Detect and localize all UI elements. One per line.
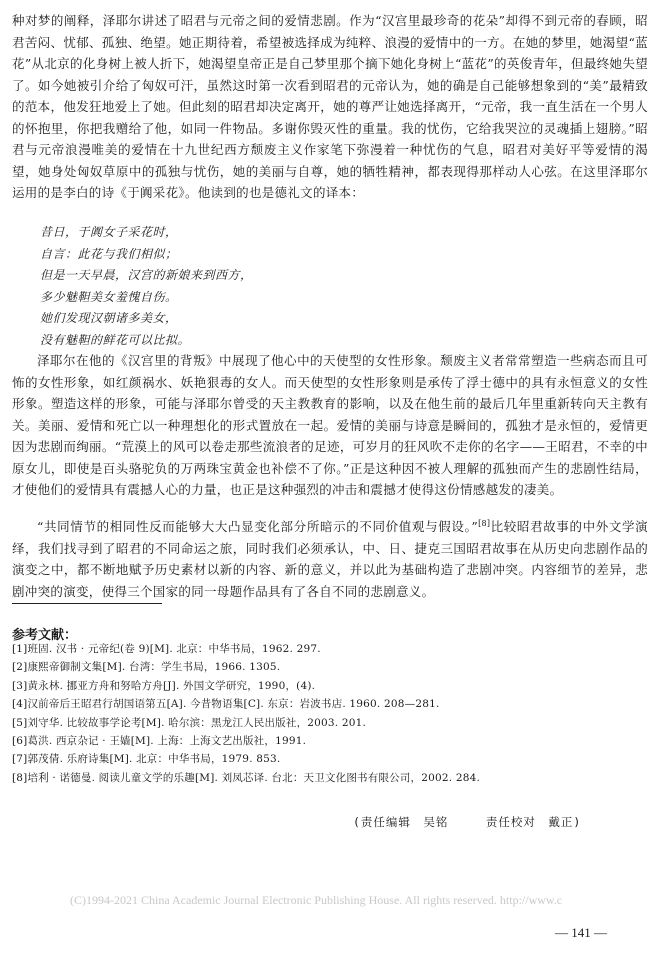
editor-credit: (责任编辑 吴铭 责任校对 戴正) [353,815,582,829]
page-number: — 141 — [555,925,607,940]
poem-line: 昔日，于阗女子采花时， [40,225,178,239]
reference-item: [3]黄永林. 挪亚方舟和努哈方舟[J]. 外国文学研究，1990，(4). [12,679,316,692]
poem-line: 多少魅靼美女羞愧自伤。 [40,289,178,304]
reference-item: [5]刘守华. 比较故事学论考[M]. 哈尔滨：黑龙江人民出版社，2003. 201. [12,716,367,729]
poem-line: 没有魅靼的鲜花可以比拟。 [40,332,191,347]
poem-block [40,222,600,352]
paragraph-rest: 比较昭君故事的中外文学演绎，我们找寻到了昭君的不同命运之旅，同时我们必须承认，中、日、捷克三国昭君故事在从历史向悲剧作品的演变之中，都不断地赋予历史素材以新的内容、新的意义，并以此为基础构造了悲剧冲突。内容细节的差异，悲剧冲突的演变，使得三个国家的同一母题作品具有了各自不同的悲剧意义。 [12,519,648,599]
references-heading: 参考文献： [12,628,78,643]
poem-line: 她们发现汉朝诸多美女， [40,311,178,326]
reference-item: [8]培利 · 诺德曼. 阅读儿童文学的乐趣[M]. 刘凤芯译. 台北：天卫文化图书有限公司，2002. 284. [12,771,481,784]
body-paragraph-3 [12,516,648,602]
poem-line: 自言：此花与我们相似； [40,246,178,261]
reference-item: [7]郭茂倩. 乐府诗集[M]. 北京：中华书局，1979. 853. [12,753,281,766]
body-paragraph-2: 泽耶尔在他的《汉宫里的背叛》中展现了他心中的天使型的女性形象。颓废主义者常常塑造一些病态而且可怖的女性形象，如红颜祸水、妖艳狠毒的女人。而天使型的女性形象则是承传了浮士德中的具有永恒意义的女性形象。塑造这样的形象，可能与泽耶尔曾受的天主教教育的影响，以及在他生前的最后几年里重新转向天主教有关。美丽、爱情和死亡以一种理想化的形式置放在一起。爱情的美丽与诗意是瞬间的，孤独才是永恒的，爱情更因为悲剧而绚丽。“荒漠上的风可以卷走那些流浪者的足迹，可岁月的狂风吹不走你的名字——王昭君，不幸的中原女儿，即使是百头骆驼负的万两珠宝黄金也补偿不了你。”正是这种因不被人理解的孤独而产生的悲剧性结局，才使他们的爱情具有震撼人心的力量，也正是这种强烈的冲击和震撼才使得这份情感越发的凄美。 [12,353,648,497]
references-list [12,640,642,787]
citation-ref: [8] [478,518,491,528]
reference-item: [6]葛洪. 西京杂记 · 王嫱[M]. 上海：上海文艺出版社，1991. [12,735,307,748]
body-paragraph-1: 种对梦的阐释，泽耶尔讲述了昭君与元帝之间的爱情悲剧。作为“汉宫里最珍奇的花朵”却得不到元帝的春顾，昭君苦闷、忧郁、孤独、绝望。她正期待着，希望被选择成为纯粹、浪漫的爱情中的一方。在她的梦里，她渴望“蓝花”从北京的化身树上被人折下，她渴望皇帝正是自己梦里那个摘下她化身树上“蓝花”的英俊青年，但最终她失望了。如今她被引介给了匈奴可汗，虽然这时第一次看到昭君的元帝认为，她的确是自己能够想象到的“美”最精致的范本，他发狂地爱上了她。但此刻的昭君却决定离开，她的尊严让她选择离开，“元帝，我一直生活在一个男人的怀抱里，你把我赠给了他，如同一件物品。多谢你毁灭性的重量。我的忧伤，它给我哭泣的灵魂插上翅膀。”昭君与元帝浪漫唯美的爱情在十九世纪西方颓废主义作家笔下弥漫着一种忧伤的气息，昭君对美好平等爱情的渴望，她身处匈奴草原中的孤独与忧伤，她的美丽与自尊，她的牺牲精神，都表现得那样动人心弦。在这里泽耶尔运用的是李白的诗《于阗采花》。他读到的也是德礼文的译本： [12,13,648,200]
reference-item: [1]班固. 汉书 · 元帝纪(卷 9)[M]. 北京：中华书局，1962. 297. [12,643,321,655]
copyright-watermark: (C)1994-2021 China Academic Journal Electronic Publishing House. All rights reserved. http://www.c [70,893,563,907]
footnote-divider [12,603,162,604]
quote-text: “共同情节的相同性反而能够大大凸显变化部分所暗示的不同价值观与假设。” [37,519,479,534]
reference-item: [2]康熙帝御制文集[M]. 台湾：学生书局，1966. 1305. [12,661,281,674]
reference-item: [4]汉前帝后王昭君行胡国语第五[A]. 今昔物语集[C]. 东京：岩波书店. 1960. 208—281. [12,698,440,711]
poem-line: 但是一天早晨，汉宫的新娘来到西方， [40,268,253,283]
